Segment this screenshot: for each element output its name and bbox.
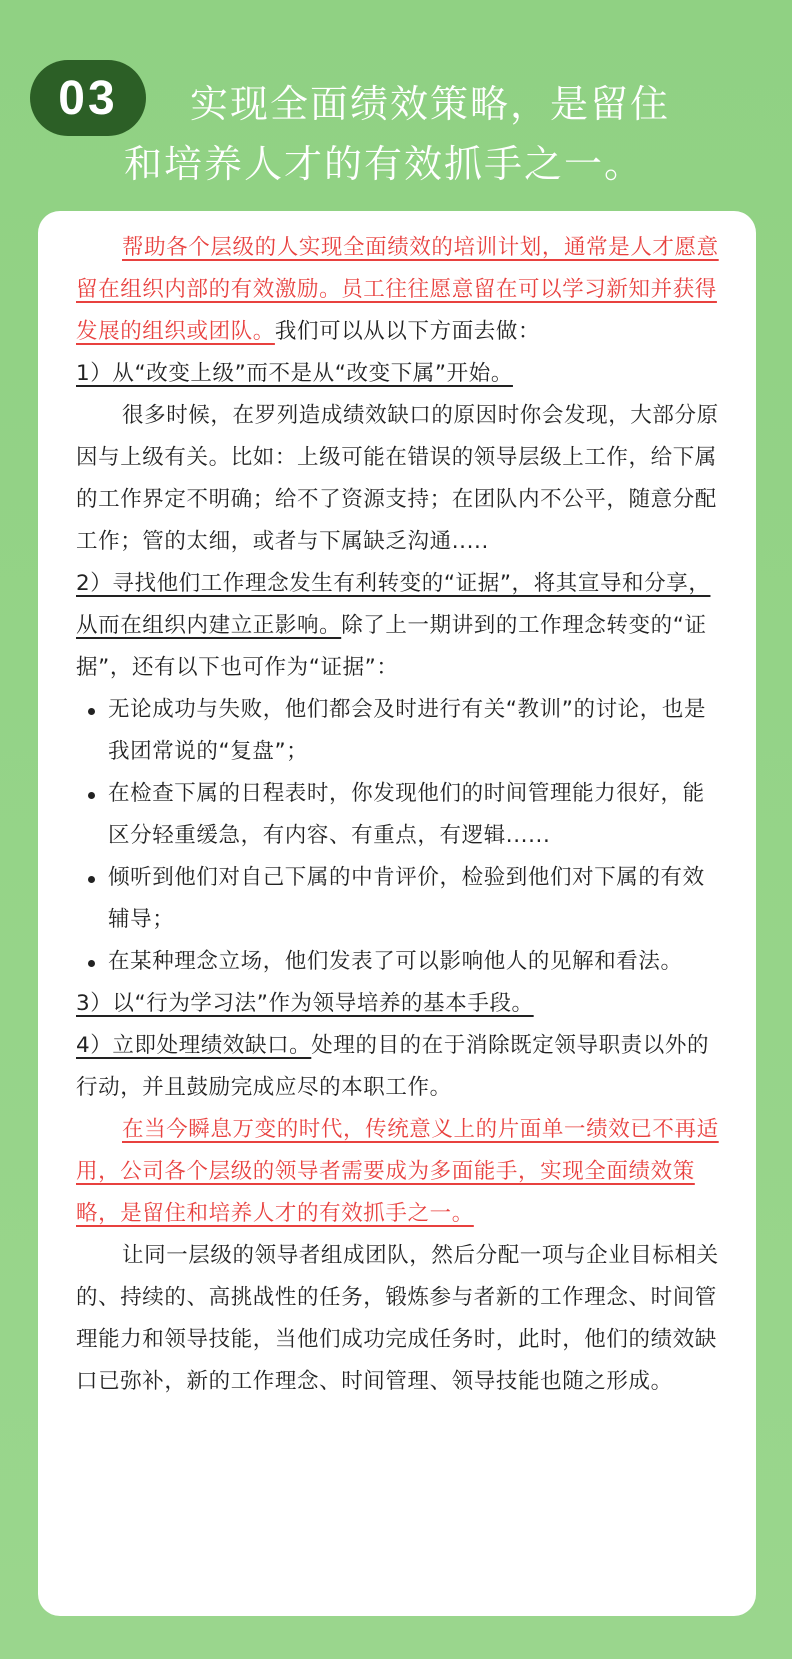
title-line-1: 实现全面绩效策略，是留住 bbox=[190, 82, 671, 126]
title-line-2: 和培养人才的有效抓手之一。 bbox=[124, 142, 645, 186]
intro-paragraph bbox=[76, 227, 726, 353]
list-item: 无论成功与失败，他们都会及时进行有关“教训”的讨论，也是我团常说的“复盘”； bbox=[108, 689, 726, 773]
highlight-paragraph: 在当今瞬息万变的时代，传统意义上的片面单一绩效已不再适用，公司各个层级的领导者需要成为多面能手，实现全面绩效策略，是留住和培养人才的有效抓手之一。 bbox=[76, 1117, 719, 1226]
list-item: 在检查下属的日程表时，你发现他们的时间管理能力很好，能区分轻重缓急，有内容、有重点，有逻辑...... bbox=[108, 773, 726, 857]
point-2-rest: 除了上一期讲到的工作理念转变的“证据”，还有以下也可作为“证据”： bbox=[76, 613, 707, 680]
evidence-list bbox=[76, 689, 726, 983]
intro-rest: 我们可以从以下方面去做： bbox=[274, 319, 541, 344]
point-4-heading: 4）立即处理绩效缺口。 bbox=[76, 1033, 312, 1058]
point-2-paragraph bbox=[76, 563, 726, 689]
section-number-badge: 03 bbox=[30, 60, 146, 136]
content-card bbox=[38, 211, 756, 1616]
final-paragraph: 让同一层级的领导者组成团队，然后分配一项与企业目标相关的、持续的、高挑战性的任务，锻炼参与者新的工作理念、时间管理能力和领导技能，当他们成功完成任务时，此时，他们的绩效缺口已弥补，新的工作理念、时间管理、领导技能也随之形成。 bbox=[76, 1243, 719, 1394]
point-2-heading: 2）寻找他们工作理念发生有利转变的“证据”，将其宣导和分享，从而在组织内建立正影响。 bbox=[76, 571, 711, 638]
point-3-heading: 3）以“行为学习法”作为领导培养的基本手段。 bbox=[76, 991, 534, 1016]
point-4-rest: 处理的目的在于消除既定领导职责以外的行动，并且鼓励完成应尽的本职工作。 bbox=[76, 1033, 710, 1100]
point-4-paragraph bbox=[76, 1025, 726, 1109]
list-item: 在某种理念立场，他们发表了可以影响他人的见解和看法。 bbox=[108, 941, 726, 983]
list-item: 倾听到他们对自己下属的中肯评价，检验到他们对下属的有效辅导； bbox=[108, 857, 726, 941]
point-1-body: 很多时候，在罗列造成绩效缺口的原因时你会发现，大部分原因与上级有关。比如：上级可能在错误的领导层级上工作，给下属的工作界定不明确；给不了资源支持；在团队内不公平，随意分配工作；管的太细，或者与下属缺乏沟通..... bbox=[76, 403, 719, 554]
point-1-heading: 1）从“改变上级”而不是从“改变下属”开始。 bbox=[76, 361, 513, 386]
header bbox=[0, 0, 792, 210]
intro-highlight: 帮助各个层级的人实现全面绩效的培训计划，通常是人才愿意留在组织内部的有效激励。员工往往愿意留在可以学习新知并获得发展的组织或团队。 bbox=[76, 235, 719, 344]
